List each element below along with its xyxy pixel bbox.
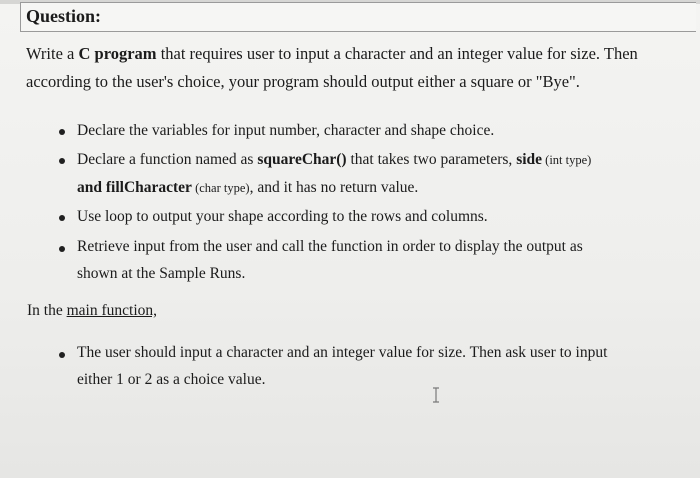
bullet-dot bbox=[59, 352, 65, 358]
bullet-dot bbox=[59, 215, 65, 221]
intro-paragraph bbox=[26, 40, 671, 96]
bullet-2-line-1: Declare a function named as squareChar() that takes two parameters, side (int type) bbox=[77, 151, 592, 168]
bullet-4-line-2: shown at the Sample Runs. bbox=[77, 265, 246, 282]
main-function-underlined: main function, bbox=[66, 302, 158, 319]
bullet-3-text: Use loop to output your shape according to the rows and columns. bbox=[77, 208, 488, 225]
bullet-4-line-1: Retrieve input from the user and call the function in order to display the output as bbox=[77, 238, 583, 255]
question-heading: Question: bbox=[26, 6, 102, 26]
fillcharacter-param: and fillCharacter bbox=[77, 179, 192, 196]
main-bullet-line-1: The user should input a character and an integer value for size. Then ask user to input bbox=[77, 344, 608, 361]
intro-line-1: Write a C program that requires user to input a character and an integer value for size. Then bbox=[26, 44, 638, 63]
main-bullet-line-2: either 1 or 2 as a choice value. bbox=[77, 371, 266, 388]
bullet-dot bbox=[59, 158, 65, 164]
bullet-2-line-2: and fillCharacter (char type), and it has no return value. bbox=[77, 179, 419, 196]
text-cursor-icon bbox=[431, 387, 441, 403]
main-function-section-title: In the main function, bbox=[27, 302, 158, 319]
side-param: side bbox=[516, 151, 543, 168]
program-keyword: program bbox=[94, 44, 157, 63]
bullet-dot bbox=[59, 246, 65, 252]
bullet-1-text: Declare the variables for input number, character and shape choice. bbox=[77, 122, 495, 139]
question-heading-box bbox=[20, 2, 696, 32]
squarechar-function-name: squareChar() bbox=[257, 151, 347, 168]
bullet-dot bbox=[59, 129, 65, 135]
c-keyword: C bbox=[78, 44, 91, 63]
intro-line-2: according to the user's choice, your program should output either a square or "Bye". bbox=[26, 72, 580, 91]
